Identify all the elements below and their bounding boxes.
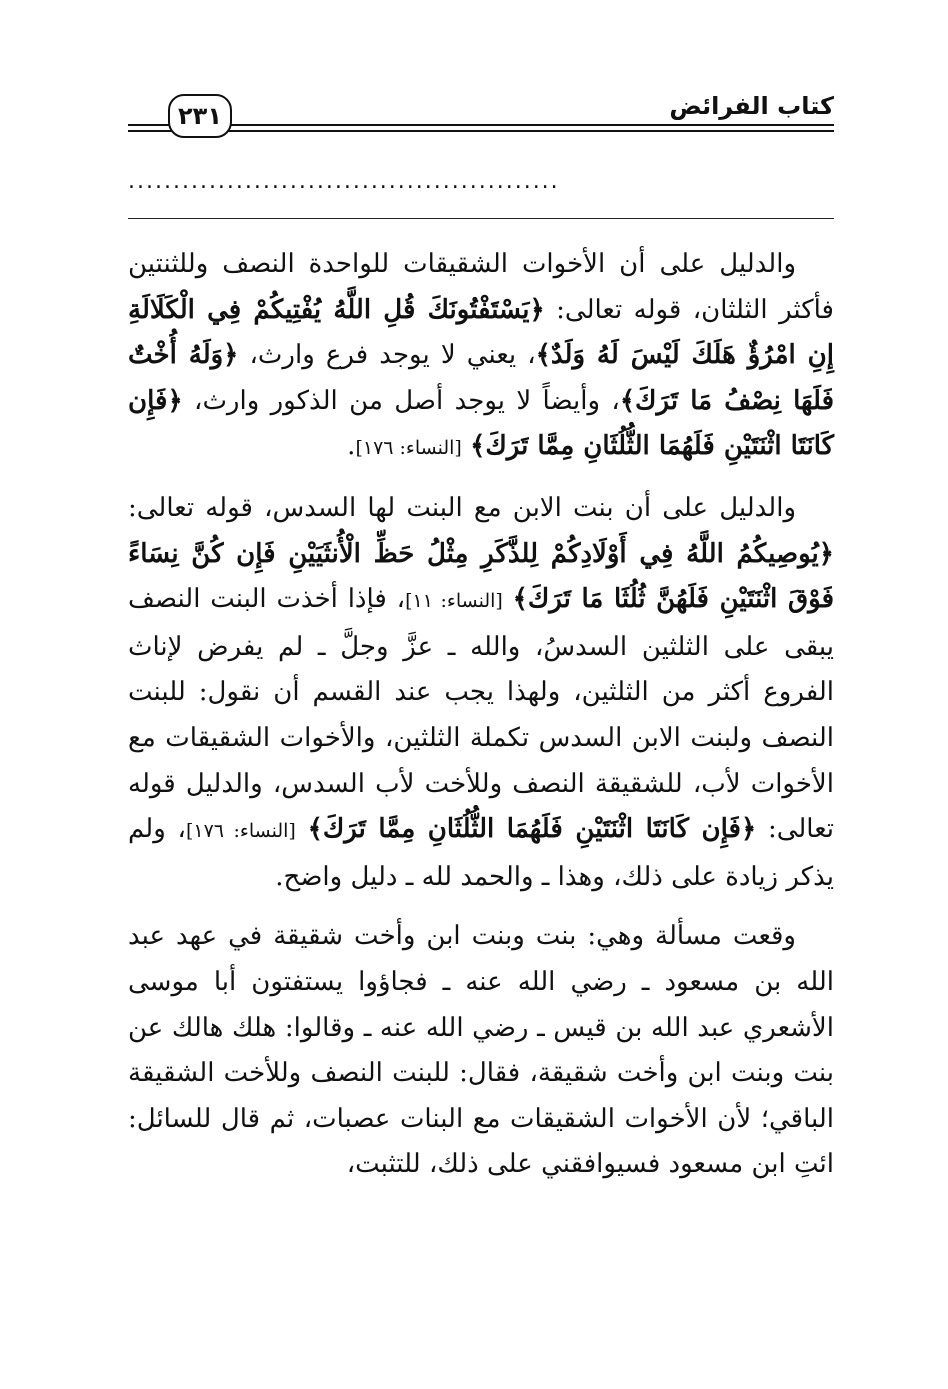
- paragraph-historical-case: [128, 914, 834, 1188]
- separator-line: [128, 218, 834, 219]
- paragraph-text: وقعت مسألة وهي: بنت وبنت ابن وأخت شقيقة في عهد عبد الله بن مسعود ـ رضي الله عنه ـ فجاؤوا يستفتون أبا موسى الأشعري عبد الله بن قيس ـ رضي الله عنه ـ وقالوا: هلك هالك عن بنت وبنت ابن وأخت شقيقة، فقال: للبنت النصف وللأخت الشقيقة الباقي؛ لأن الأخوات الشقيقات مع البنات عصبات، ثم قال للسائل: ائتِ ابن مسعود فسيوافقني على ذلك، للتثبت،: [128, 921, 834, 1180]
- paragraph-text: .: [347, 431, 356, 462]
- dotted-separator: ................................................: [128, 170, 560, 194]
- verse-reference: [النساء: ١٧٦]: [355, 437, 462, 460]
- header-rule-double: [128, 130, 834, 132]
- page-number: ٢٣١: [168, 94, 232, 138]
- paragraph-text: ، وأيضاً لا يوجد أصل من الذكور وارث،: [182, 385, 620, 416]
- verse-reference: [النساء: ١٧٦]: [185, 820, 296, 843]
- paragraph-sisters-evidence: [128, 242, 834, 472]
- paragraph-text: ، يعني لا يوجد فرع وارث،: [238, 340, 536, 371]
- paragraph-text: والدليل على أن بنت الابن مع البنت لها السدس، قوله تعالى:: [128, 492, 796, 523]
- header-rule: [128, 124, 834, 126]
- verse-reference: [النساء: ١١]: [405, 590, 503, 613]
- page-header: [128, 92, 834, 144]
- quran-verse: ﴿وَلَهُ أُخْتٌ فَلَهَا نِصْفُ مَا تَرَكَ﴾: [128, 340, 835, 416]
- quran-verse: ﴿فَإِن كَانَتَا اثْنَتَيْنِ فَلَهُمَا الثُّلُثَانِ مِمَّا تَرَكَ﴾: [128, 385, 834, 462]
- quran-verse: ﴿يُوصِيكُمُ اللَّهُ فِي أَوْلَادِكُمْ لِلذَّكَرِ مِثْلُ حَظِّ الْأُنثَيَيْنِ فَإِن كُنَّ نِسَاءً فَوْقَ اثْنَتَيْنِ فَلَهُنَّ ثُلُثَا مَا تَرَكَ﴾: [128, 538, 835, 615]
- page-body: [128, 242, 834, 1188]
- book-title: كتاب الفرائض: [669, 92, 834, 120]
- quran-verse: ﴿فَإِن كَانَتَا اثْنَتَيْنِ فَلَهُمَا الثُّلُثَانِ مِمَّا تَرَكَ﴾: [307, 814, 757, 845]
- paragraph-text: والدليل على أن الأخوات الشقيقات للواحدة النصف وللثنتين فأكثر الثلثان، قوله تعالى:: [128, 249, 834, 325]
- paragraph-granddaughter-evidence: [128, 486, 834, 900]
- quran-verse: ﴿يَسْتَفْتُونَكَ قُلِ اللَّهُ يُفْتِيكُمْ فِي الْكَلَالَةِ إِنِ امْرُؤٌ هَلَكَ لَيْسَ لَهُ وَلَدٌ﴾: [128, 294, 835, 371]
- paragraph-text: ، فإذا أخذت البنت النصف يبقى على الثلثين السدسُ، والله ـ عزَّ وجلَّ ـ لم يفرض لإناث الفروع أكثر من الثلثين، ولهذا يجب عند القسم أن نقول: للبنت النصف ولبنت الابن السدس تكملة الثلثين، والأخوات الشقيقات مع الأخوات لأب، للشقيقة النصف وللأخت لأب السدس، والدليل قوله تعالى:: [128, 584, 834, 845]
- paragraph-text: ، ولم يذكر زيادة على ذلك، وهذا ـ والحمد لله ـ دليل واضح.: [128, 814, 834, 892]
